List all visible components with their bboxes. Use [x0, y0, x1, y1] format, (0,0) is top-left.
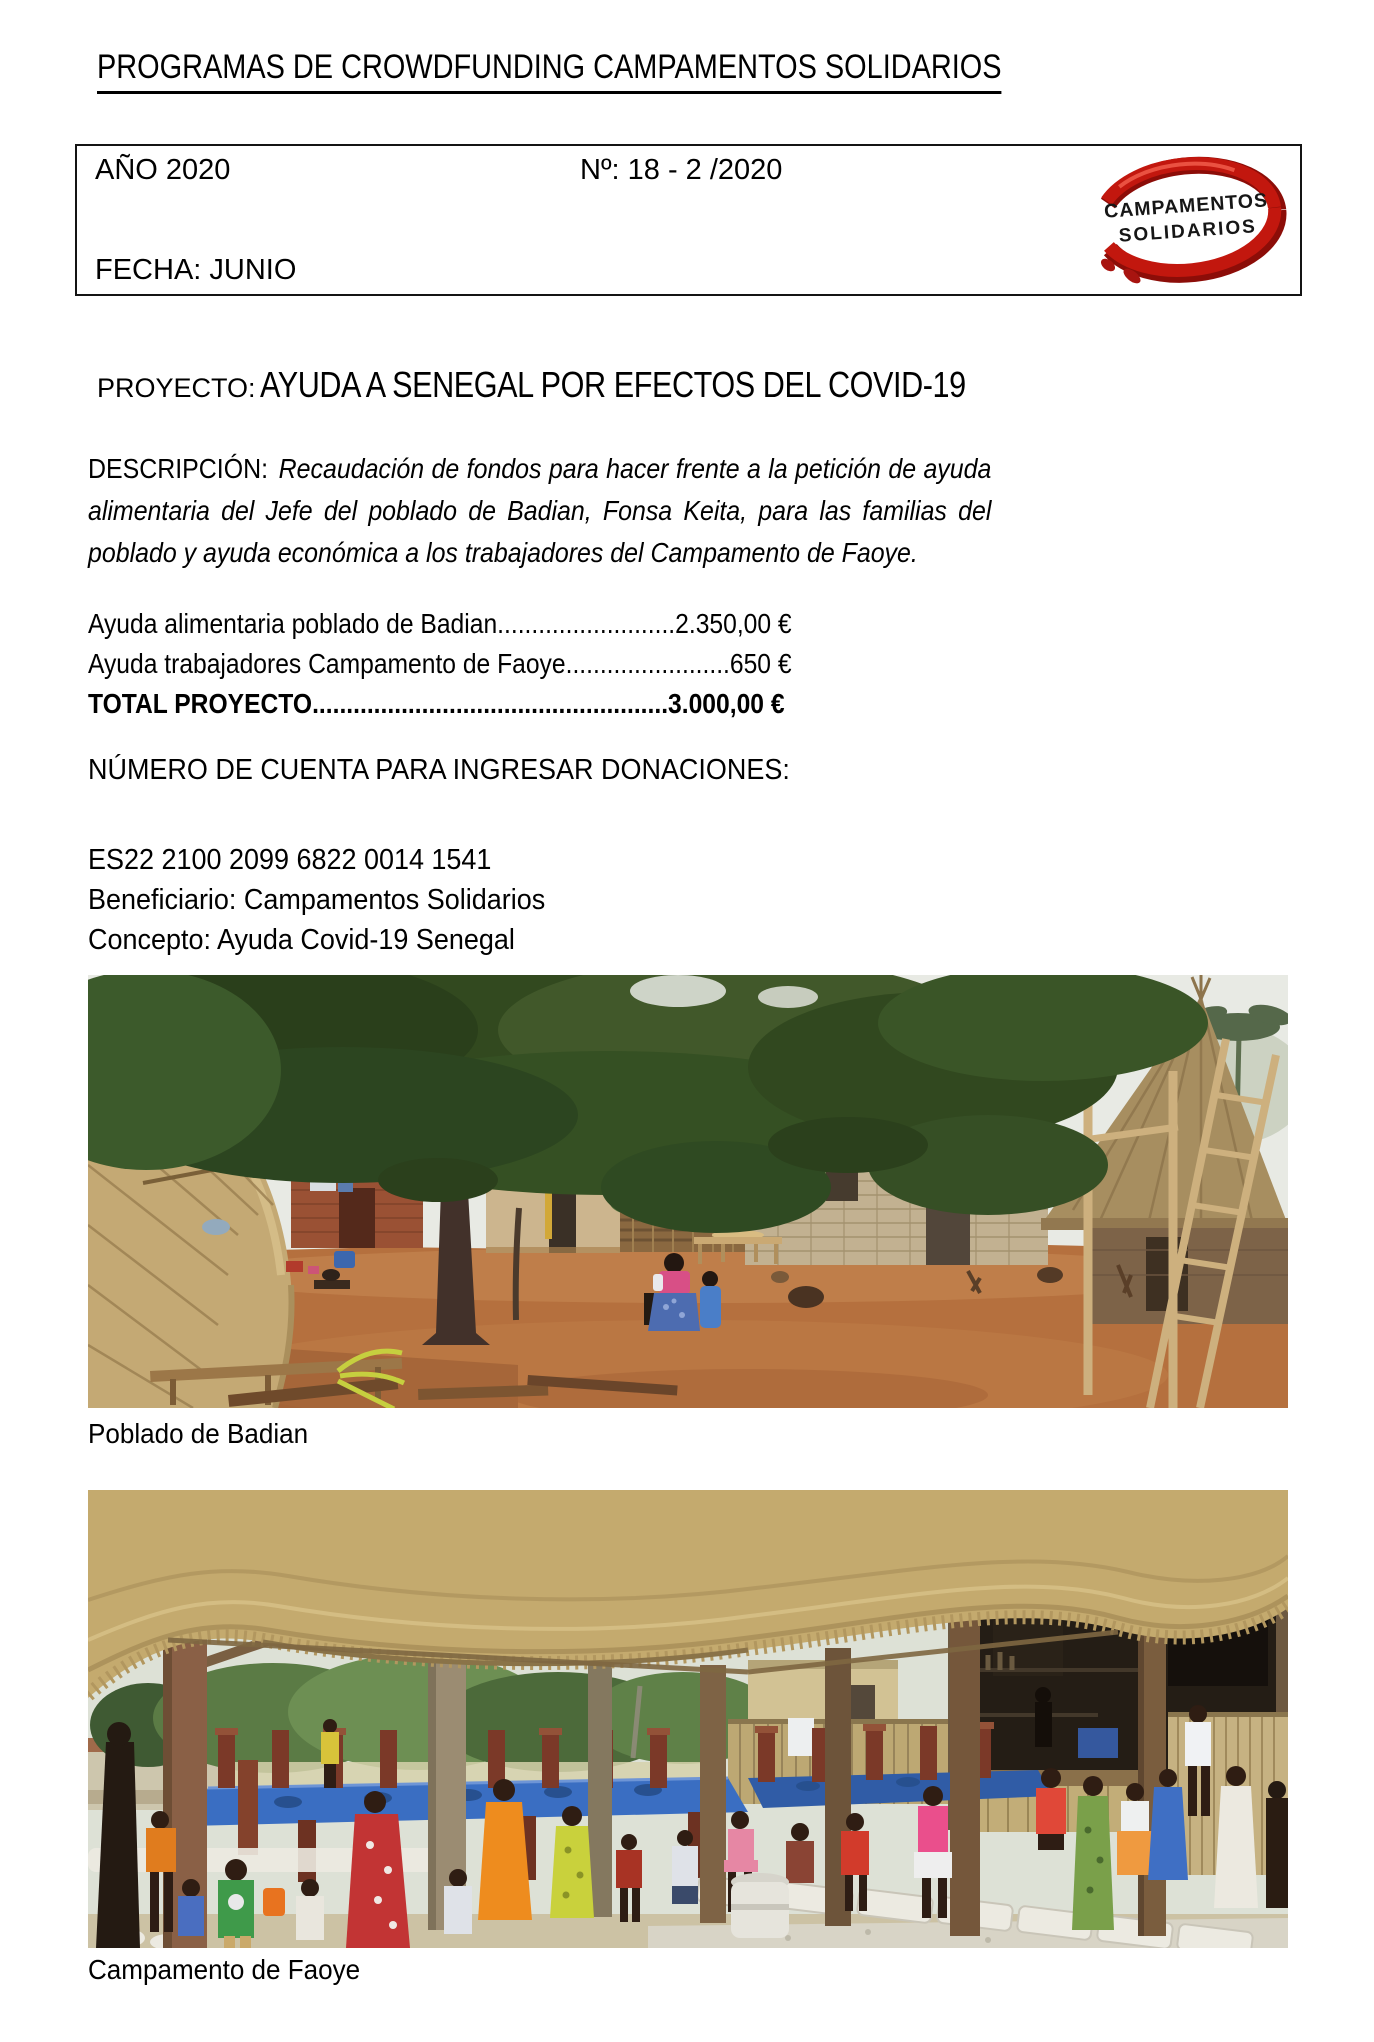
budget-block: [88, 604, 792, 724]
budget-line-faoye: [88, 644, 792, 684]
account-block: [88, 840, 545, 960]
faoye-camp-photo: [88, 1490, 1288, 1948]
description-text: Recaudación de fondos para hacer frente a la petición de ayuda alimentaria del Jefe del poblado de Badian, Fonsa Keita, para las familias del poblado y ayuda económica a los trabajadores del Campamento de Faoye.: [88, 453, 992, 568]
description-paragraph: [88, 448, 991, 574]
badian-village-photo: [88, 975, 1288, 1408]
iban-line: ES22 2100 2099 6822 0014 1541: [88, 844, 492, 876]
header-box: [75, 144, 1302, 296]
budget-total-line: [88, 684, 792, 724]
budget-total-label: TOTAL PROYECTO: [88, 688, 313, 719]
faoye-caption: Campamento de Faoye: [88, 1954, 361, 1985]
dot-leader: ....................................................: [312, 688, 669, 719]
budget-amount: 2.350,00 €: [675, 608, 792, 639]
beneficiary-line: Beneficiario: Campamentos Solidarios: [88, 884, 546, 916]
project-label: PROYECTO:: [97, 373, 256, 403]
budget-label: Ayuda trabajadores Campamento de Faoye: [88, 648, 566, 679]
donations-heading: NÚMERO DE CUENTA PARA INGRESAR DONACIONES:: [88, 754, 790, 786]
water-cooler: [731, 1873, 789, 1938]
project-line: [97, 364, 1090, 406]
budget-amount: 650 €: [729, 648, 792, 679]
number-label: Nº: 18 - 2 /2020: [580, 154, 783, 186]
concept-line: Concepto: Ayuda Covid-19 Senegal: [88, 924, 515, 956]
project-name: AYUDA A SENEGAL POR EFECTOS DEL COVID-19: [260, 364, 966, 405]
logo-text-line1: CAMPAMENTOS: [1103, 189, 1269, 223]
dot-leader: ..........................: [497, 608, 676, 639]
org-logo: [1076, 147, 1298, 291]
year-label: AÑO 2020: [95, 154, 231, 186]
page-title: [97, 48, 1161, 94]
page-title-text: PROGRAMAS DE CROWDFUNDING CAMPAMENTOS SOLIDARIOS: [97, 48, 1002, 94]
budget-line-badian: [88, 604, 792, 644]
budget-total-amount: 3.000,00 €: [668, 688, 785, 719]
badian-caption: Poblado de Badian: [88, 1418, 309, 1449]
logo-text-line2: SOLIDARIOS: [1118, 216, 1258, 247]
budget-label: Ayuda alimentaria poblado de Badian: [88, 608, 498, 639]
description-label: DESCRIPCIÓN:: [88, 453, 269, 484]
dot-leader: ........................: [565, 648, 730, 679]
date-label: FECHA: JUNIO: [95, 254, 297, 286]
